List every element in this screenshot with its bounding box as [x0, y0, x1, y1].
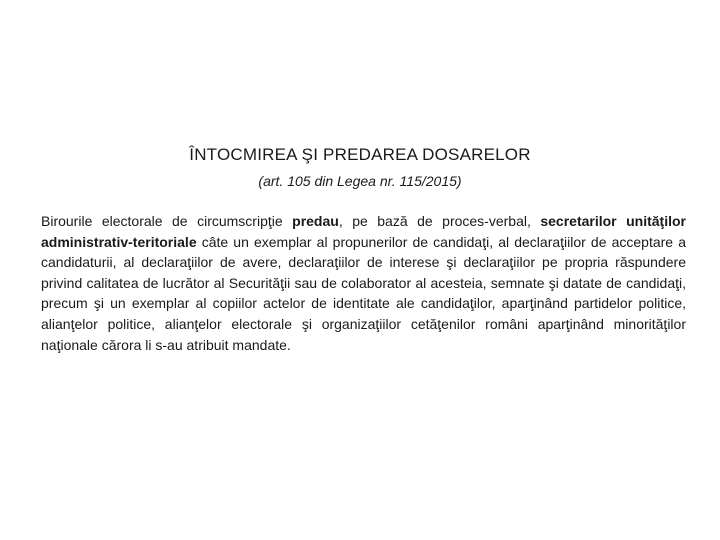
paragraph-text-3: câte un exemplar al propunerilor de candidaţi, al declaraţiilor de acceptare a candidaturii, al declaraţiilor de avere, declaraţiilor de interese şi declaraţiilor pe propria răspundere privind calitatea de lucrător al Securităţii sau de colaborator al acesteia, semnate şi datate de candidaţi, precum şi un exemplar al copiilor actelor de identitate ale candidaţilor, aparţinând partidelor politice, alianţelor politice, alianţelor electorale şi organizaţiilor cetăţenilor români aparţinând minorităţilor naţionale cărora li s-au atribuit mandate. [41, 233, 686, 353]
paragraph-text-2: , pe bază de proces-verbal, [338, 213, 541, 229]
paragraph-text-1: Birourile electorale de circumscripţie [41, 213, 293, 229]
document-title: ÎNTOCMIREA ŞI PREDAREA DOSARELOR [189, 145, 531, 164]
paragraph-emphasis-predau: predau [292, 213, 339, 229]
legal-reference: (art. 105 din Legea nr. 115/2015) [258, 173, 462, 189]
paragraph-emphasis-secretari: secretarilor unităţilor administrativ-teritoriale [41, 213, 686, 250]
body-paragraph [41, 211, 686, 355]
